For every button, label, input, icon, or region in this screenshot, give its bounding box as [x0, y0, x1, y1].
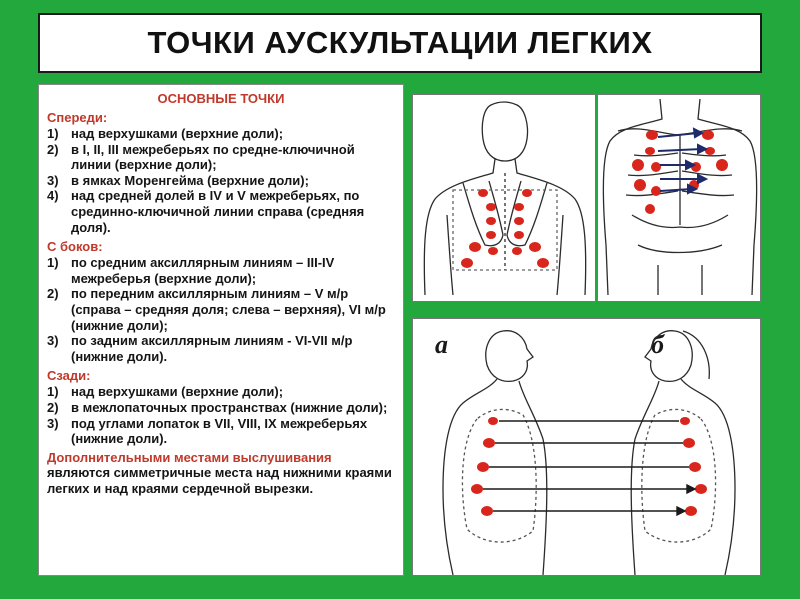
section-heading: С боков: [47, 239, 103, 255]
right-figure-outline [631, 331, 735, 575]
body-outline [424, 102, 585, 295]
list-text: под углами лопаток в VII, VIII, IX межреберьях (нижние доли). [71, 415, 368, 447]
list-number: 3) [47, 415, 59, 431]
label-b: б [651, 330, 664, 359]
section-heading: Сзади: [47, 368, 91, 384]
section-heading: Спереди: [47, 110, 108, 125]
list-number: 4) [47, 188, 59, 204]
back-view-figure [412, 94, 596, 302]
list-text: по средним аксиллярным линиям – III-IV межреберья (верхние доли); [71, 255, 335, 286]
title-banner [38, 13, 762, 73]
front-view-illustration [598, 95, 761, 302]
list-number: 1) [47, 255, 59, 271]
list-item [47, 126, 395, 142]
list-text: в ямках Моренгейма (верхние доли); [71, 172, 309, 188]
list-item [47, 400, 395, 416]
section-back [47, 368, 395, 446]
arrow-icons [658, 129, 706, 193]
list-text: над верхушками (верхние доли); [71, 126, 284, 141]
page-title: ТОЧКИ АУСКУЛЬТАЦИИ ЛЕГКИХ [147, 25, 653, 60]
list-number: 1) [47, 126, 59, 141]
left-figure-outline [443, 331, 547, 575]
extra-rest: являются симметричные места над нижними краями легких и над краями сердечной вырезки. [47, 465, 392, 496]
list-number: 2) [47, 399, 59, 415]
side-view-illustration [413, 319, 761, 576]
list-number: 3) [47, 172, 59, 188]
list-item [47, 286, 395, 333]
list-number: 2) [47, 286, 59, 302]
list-item [47, 384, 395, 400]
section-list [47, 384, 395, 446]
list-text: в I, II, III межреберьях по средне-ключичной линии (верхние доли); [71, 141, 355, 173]
section-list [47, 126, 395, 235]
main-heading: ОСНОВНЫЕ ТОЧКИ [157, 91, 285, 106]
extra-highlight: Дополнительными местами выслушивания [47, 449, 332, 465]
back-view-illustration [413, 95, 596, 302]
list-text: по задним аксиллярным линиям - VI-VII м/р (нижние доли). [71, 333, 353, 364]
connector-lines [483, 421, 695, 515]
list-text: в межлопаточных пространствах (нижние доли); [71, 399, 388, 415]
torso-outline [603, 99, 756, 295]
list-item [47, 333, 395, 364]
side-view-figure [412, 318, 761, 576]
section-list [47, 255, 395, 364]
list-item [47, 255, 395, 286]
text-panel [38, 84, 404, 576]
list-text: над средней долей в IV и V межреберьях, по срединно-ключичной линии справа (средняя доля). [71, 188, 365, 235]
list-item [47, 416, 395, 447]
extra-note [47, 450, 395, 497]
list-text: по передним аксиллярным линиям – V м/р (справа – средняя доля; слева – верхняя), VI м/р (нижние доли); [71, 286, 386, 333]
list-item [47, 173, 395, 189]
section-front [47, 110, 395, 235]
section-sides [47, 239, 395, 364]
list-item [47, 142, 395, 173]
list-item [47, 188, 395, 235]
list-number: 3) [47, 333, 59, 349]
list-text: над верхушками (верхние доли); [71, 384, 284, 400]
list-number: 1) [47, 384, 59, 400]
list-number: 2) [47, 141, 59, 157]
front-view-figure [597, 94, 761, 302]
label-a: а [435, 330, 448, 359]
